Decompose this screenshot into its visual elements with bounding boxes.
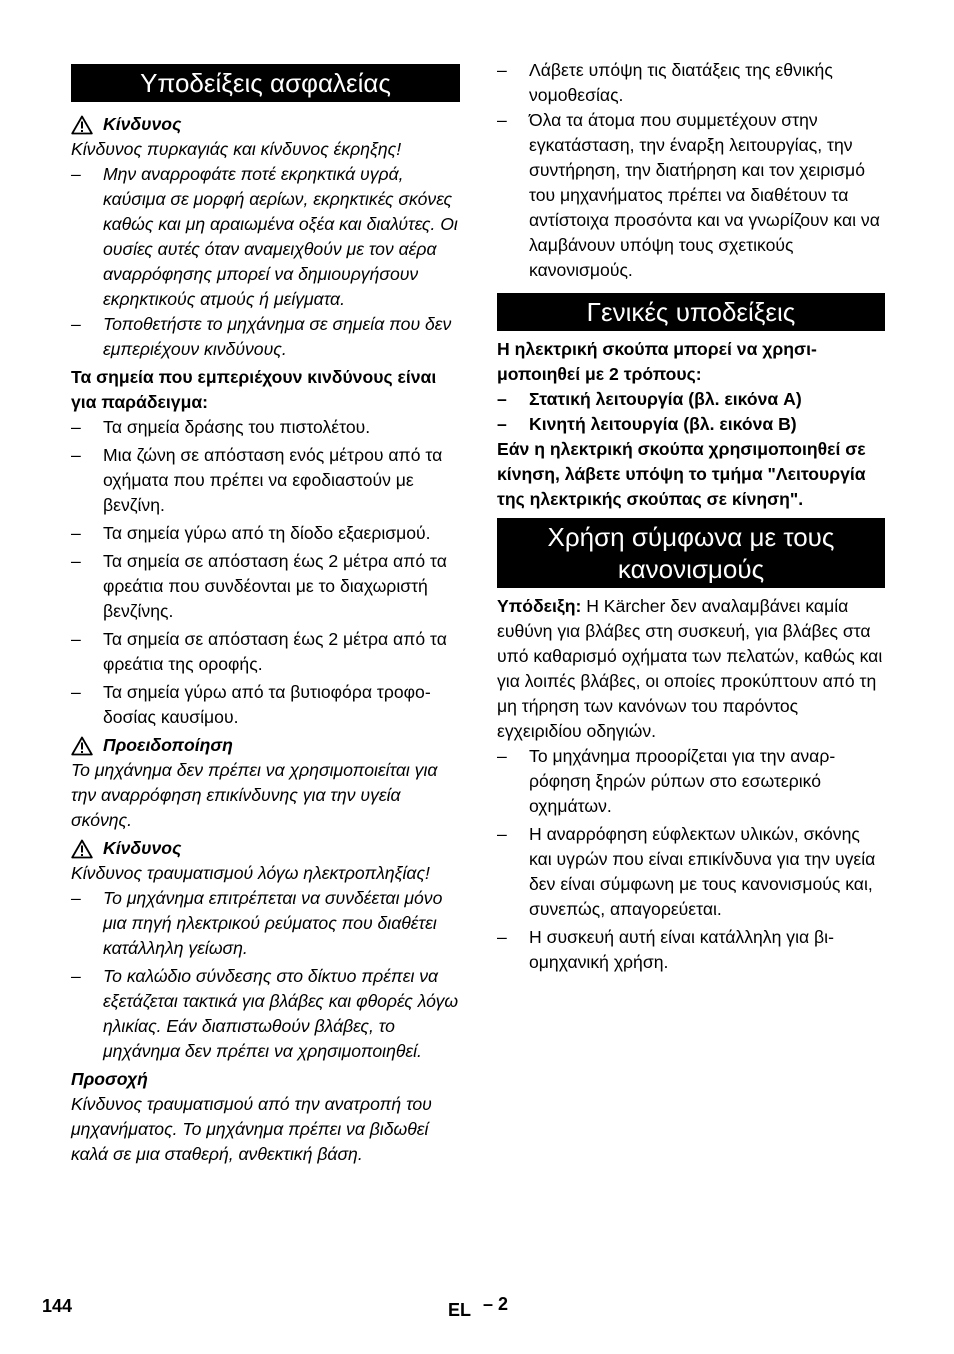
general-intro: Η ηλεκτρική σκούπα μπορεί να χρησιμοποιηθεί με 2 τρόπους: [497, 339, 817, 384]
general-note: Εάν η ηλεκτρική σκούπα χρησιμοποιηθεί σε κίνηση, λάβετε υπόψη το τμήμα "Λειτουργία της ηλεκτρικής σκούπας σε κίνηση". [497, 439, 866, 509]
warning-triangle-icon [71, 839, 93, 859]
danger-intro: Κίνδυνος τραυματισμού λόγω ηλεκτροπληξίας! [71, 863, 430, 883]
warning-label: Προειδοποίηση [103, 735, 233, 755]
list-item: – Λάβετε υπόψη τις διατάξεις της εθνικής νομοθεσίας. [497, 60, 833, 105]
caution-text: Κίνδυνος τραυματισμού από την ανατροπή του μηχανήματος. Το μηχάνημα πρέπει να βιδωθεί καλά σε μια σταθερή, ανθεκτική βάση. [71, 1094, 432, 1164]
list-item: – Το μηχάνημα προορίζεται για την αναρρόφηση ξηρών ρύπων στο εσωτερικό οχημάτων. [497, 746, 836, 816]
left-column [71, 58, 460, 1167]
page-number: 144 [42, 1296, 73, 1316]
list-item: – Κινητή λειτουργία (βλ. εικόνα B) [497, 414, 797, 434]
warning-text: Το μηχάνημα δεν πρέπει να χρησιμοποιείται για την αναρρόφηση επικίνδυνης για την υγεία σκόνης. [71, 760, 438, 830]
list-item: – Το καλώδιο σύνδεσης στο δίκτυο πρέπει να εξετάζεται τακτικά για βλάβες και φθορές λόγω ηλικίας. Εάν διαπιστωθούν βλάβες, το μηχάνημα δεν πρέπει να χρησιμοποιηθεί. [71, 966, 459, 1061]
usage-note: Υπόδειξη: Η Kärcher δεν αναλαμβάνει καμία ευθύνη για βλάβες στη συσκευή, για βλάβες στα υπό καθαρισμό οχήματα των πελατών, καθώς και για λοιπές βλάβες, οι οποίες προκύπτουν από τη μη τήρηση των κανόνων του παρόντος εγχειριδίου οδηγιών. [497, 596, 883, 741]
list-item: – Η αναρρόφηση εύφλεκτων υλικών, σκόνης και υγρών που είναι επικίνδυνα για την υγεία δεν είναι σύμφωνη με τους κανονισμούς και, συνεπώς, απαγορεύεται. [497, 824, 876, 919]
list-item: – Μια ζώνη σε απόσταση ενός μέτρου από τα οχήματα που πρέπει να εφοδιαστούν με βενζίνη. [71, 445, 443, 515]
list-item: – Όλα τα άτομα που συμμετέχουν στην εγκατάσταση, την έναρξη λειτουργίας, την συντήρηση, την διατήρηση και τον χειρισμό του μηχανήματος πρέπει να διαθέτουν τα αντίστοιχα προσόντα και να γνωρίζουν και να λαμβάνουν υπόψη τους σχετικούς κανονισμούς. [497, 110, 880, 280]
list-item: – Η συσκευή αυτή είναι κατάλληλη για βιομηχανική χρήση. [497, 927, 834, 972]
danger-intro: Κίνδυνος πυρκαγιάς και κίνδυνος έκρηξης! [71, 139, 402, 159]
warning-triangle-icon [71, 736, 93, 756]
safety-heading: Υποδείξεις ασφαλείας [71, 64, 460, 102]
sub-page-number: – 2 [483, 1294, 509, 1314]
danger-label-row [71, 112, 460, 137]
warning-triangle-icon [71, 115, 93, 135]
caution-label: Προσοχή [71, 1069, 148, 1089]
list-item: – Τα σημεία σε απόσταση έως 2 μέτρα από τα φρεάτια που συνδέονται με το διαχωριστή βενζίνης. [71, 551, 447, 621]
danger-label: Κίνδυνος [103, 838, 182, 858]
general-heading: Γενικές υποδείξεις [497, 293, 885, 331]
right-column [497, 58, 885, 975]
list-item: – Τα σημεία γύρω από τα βυτιοφόρα τροφοδοσίας καυσίμου. [71, 682, 431, 727]
examples-heading: Τα σημεία που εμπεριέχουν κινδύνους είναι για παράδειγμα: [71, 367, 437, 412]
list-item: – Τα σημεία γύρω από τη δίοδο εξαερισμού. [71, 523, 431, 543]
list-item: – Τοποθετήστε το μηχάνημα σε σημεία που δεν εμπεριέχουν κινδύνους. [71, 314, 452, 359]
list-item: – Μην αναρροφάτε ποτέ εκρηκτικά υγρά, καύσιμα σε μορφή αερίων, εκρηκτικές σκόνες καθώς και μη αραιωμένα οξέα και διαλύτες. Οι ουσίες αυτές όταν αναμειχθούν με τον αέρα αναρρόφησης μπορεί να δημιουργήσουν εκρηκτικούς ατμούς ή μείγματα. [71, 164, 458, 309]
list-item: – Το μηχάνημα επιτρέπεται να συνδέεται μόνο μια πηγή ηλεκτρικού ρεύματος που διαθέτει κατάλληλη γείωση. [71, 888, 443, 958]
list-item: – Τα σημεία δράσης του πιστολέτου. [71, 417, 371, 437]
warning-label-row [71, 733, 460, 758]
danger-label: Κίνδυνος [103, 114, 182, 134]
list-item: – Στατική λειτουργία (βλ. εικόνα A) [497, 389, 802, 409]
danger-label-row [71, 836, 460, 861]
usage-heading: Χρήση σύμφωνα με τους κανονισμούς [497, 518, 885, 588]
language-code: EL [448, 1300, 472, 1320]
list-item: – Τα σημεία σε απόσταση έως 2 μέτρα από τα φρεάτια της οροφής. [71, 629, 447, 674]
